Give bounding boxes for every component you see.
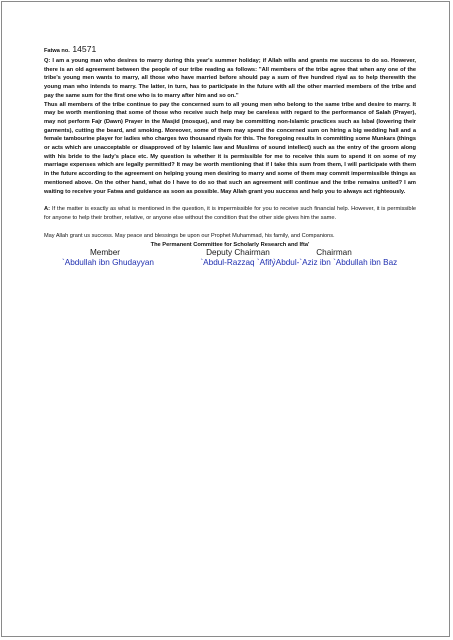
- chairman-role: Chairman: [316, 248, 352, 257]
- chairman-name: `Abdul-`Aziz ibn `Abdullah ibn Baz: [273, 258, 398, 267]
- signature-chairman: [273, 248, 398, 268]
- fatwa-number-label: Fatwa no.: [44, 48, 70, 54]
- answer-paragraph: [44, 205, 416, 222]
- closing-blessing: May Allah grant us success. May peace and blessings be upon our Prophet Muhammad, his family, and Companions.: [44, 232, 335, 239]
- committee-name: The Permanent Committee for Scholarly Research and Ifta': [150, 241, 310, 248]
- signature-deputy-chairman: [199, 248, 277, 268]
- member-name: `Abdullah ibn Ghudayyan: [62, 258, 154, 267]
- question-label: Q:: [44, 58, 51, 64]
- signature-block: [44, 248, 416, 272]
- fatwa-number-heading: [44, 45, 416, 55]
- question-paragraph: [44, 57, 416, 101]
- question-continuation: Thus all members of the tribe continue to pay the concerned sum to all young men who belong to the same tribe and desire to marry. It may be worth mentioning that some of those who receive such help may be careless with regard to the performance of Salah (Prayer), may not perform Fajr (Dawn) Prayer in the Masjid (mosque), and may be committing non-Islamic practices such as Isbal (lowering their garments), cutting the beard, and smoking. Moreover, some of them may spend the concerned sum on hiring a big wedding hall and a female tambourine player for ladies who charges two thousand riyals for this. The foregoing results in committing some Munkars (things or acts which are unacceptable or disapproved of by Islamic law and Muslims of sound intellect) such as the entry of the groom along with his bride to the lady's place etc. My question is whether it is permissible for me to receive this sum to spend it on some of my marriage expenses which are legally permitted? It may be worth mentioning that if I take this sum from them, I will participate with them in the future according to the agreement on helping young men desiring to marry and some of them may commit impermissible things as mentioned above. On the other hand, what do I have to do so that such an agreement will continue and the tribe remains united? I am waiting to receive your Fatwa and guidance as soon as possible. May Allah grant you success and help you to always act righteously.: [44, 101, 416, 195]
- page-frame: [1, 1, 450, 637]
- answer-text: If the matter is exactly as what is mentioned in the question, it is impermissible for you to receive such financial help. However, it is permissible for anyone to help their brother, relative, or anyone else without the condition that the other side gives him the same.: [44, 206, 416, 221]
- answer-label: A:: [44, 206, 51, 213]
- signature-member: [62, 248, 154, 268]
- fatwa-number: 14571: [72, 44, 97, 54]
- member-role: Member: [89, 248, 121, 257]
- deputy-chairman-role: Deputy Chairman: [206, 248, 270, 257]
- fatwa-document: [44, 44, 416, 267]
- deputy-chairman-name: `Abdul-Razzaq `Afify: [200, 258, 276, 267]
- question-text: I am a young man who desires to marry during this year's summer holiday; if Allah wills and grants me success to do so. However, there is an old agreement between the people of our tribe reading as follows: "All members of the tribe agree that when any one of the tribe's young men wants to marry, all those who have married before should pay a sum of five hundred riyal as to help therewith the young man who intends to marry. The latter, in turn, has to participate in the future with all the other married members of the tribe and pay the same sum for the first one who is to marry after him and so on.": [44, 58, 416, 99]
